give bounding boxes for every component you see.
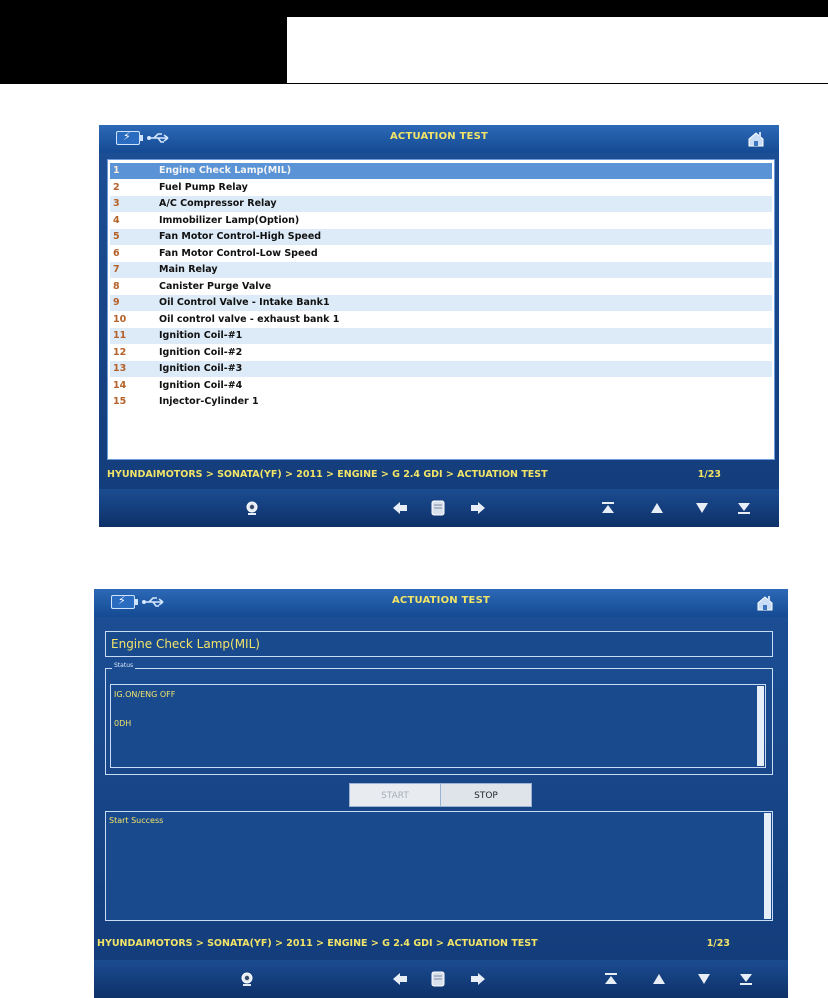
- selected-test-title: Engine Check Lamp(MIL): [105, 631, 773, 657]
- list-item[interactable]: 1 Engine Check Lamp(MIL): [110, 163, 772, 179]
- title-bar: [99, 125, 779, 153]
- test-list: [107, 159, 775, 460]
- first-page-icon[interactable]: [602, 971, 620, 987]
- battery-icon: ⚡: [116, 131, 140, 145]
- start-button[interactable]: START: [349, 783, 441, 807]
- status-line-1: IG.ON/ENG OFF: [114, 690, 176, 699]
- back-arrow-icon[interactable]: [391, 971, 409, 987]
- page-indicator: 1/23: [697, 469, 721, 480]
- page-header-rule: [287, 83, 828, 84]
- storage-icon[interactable]: [429, 971, 447, 987]
- battery-icon: ⚡: [111, 595, 135, 609]
- capture-icon[interactable]: [238, 971, 256, 987]
- status-line: [99, 464, 779, 486]
- forward-arrow-icon[interactable]: [469, 500, 487, 516]
- list-item[interactable]: 11 Ignition Coil-#1: [110, 328, 772, 344]
- list-item[interactable]: 14 Ignition Coil-#4: [113, 379, 243, 391]
- status-text-area: [110, 684, 766, 768]
- result-log: [105, 811, 773, 921]
- list-item[interactable]: 7 Main Relay: [110, 262, 772, 278]
- capture-icon[interactable]: [243, 500, 261, 516]
- first-page-icon[interactable]: [599, 500, 617, 516]
- list-item[interactable]: 3 A/C Compressor Relay: [110, 196, 772, 212]
- page-header-block: [0, 0, 287, 84]
- breadcrumb: HYUNDAIMOTORS > SONATA(YF) > 2011 > ENGINE > G 2.4 GDI > ACTUATION TEST: [97, 938, 538, 949]
- list-item[interactable]: 13 Ignition Coil-#3: [110, 361, 772, 377]
- list-item[interactable]: 8 Canister Purge Valve: [113, 280, 272, 292]
- page-indicator: 1/23: [706, 938, 730, 949]
- storage-icon[interactable]: [429, 500, 447, 516]
- list-item[interactable]: 2 Fuel Pump Relay: [113, 181, 248, 193]
- log-scrollbar[interactable]: [764, 813, 771, 919]
- bottom-toolbar: [99, 489, 779, 527]
- page-up-icon[interactable]: [648, 500, 666, 516]
- page-up-icon[interactable]: [650, 971, 668, 987]
- stop-button[interactable]: STOP: [440, 783, 532, 807]
- list-item[interactable]: 4 Immobilizer Lamp(Option): [113, 214, 300, 226]
- home-icon[interactable]: [756, 595, 774, 611]
- last-page-icon[interactable]: [735, 500, 753, 516]
- back-arrow-icon[interactable]: [391, 500, 409, 516]
- status-scrollbar[interactable]: [757, 686, 764, 766]
- last-page-icon[interactable]: [737, 971, 755, 987]
- log-text: Start Success: [109, 816, 164, 825]
- status-line: [94, 933, 788, 955]
- status-label: Status: [114, 662, 134, 669]
- actuation-list-screen: [99, 125, 779, 527]
- status-line-2: 0DH: [114, 719, 132, 728]
- status-group: [105, 662, 773, 775]
- list-item[interactable]: 6 Fan Motor Control-Low Speed: [113, 247, 318, 259]
- forward-arrow-icon[interactable]: [469, 971, 487, 987]
- page-down-icon[interactable]: [693, 500, 711, 516]
- list-item[interactable]: 10 Oil control valve - exhaust bank 1: [113, 313, 340, 325]
- actuation-detail-screen: [94, 589, 788, 998]
- home-icon[interactable]: [747, 131, 765, 147]
- breadcrumb: HYUNDAIMOTORS > SONATA(YF) > 2011 > ENGINE > G 2.4 GDI > ACTUATION TEST: [107, 469, 548, 480]
- list-item[interactable]: 5 Fan Motor Control-High Speed: [110, 229, 772, 245]
- bottom-toolbar: [94, 960, 788, 998]
- list-item[interactable]: 9 Oil Control Valve - Intake Bank1: [110, 295, 772, 311]
- list-item[interactable]: 15 Injector-Cylinder 1: [113, 396, 259, 407]
- list-item[interactable]: 12 Ignition Coil-#2: [113, 346, 243, 358]
- page-down-icon[interactable]: [695, 971, 713, 987]
- title-bar: [94, 589, 788, 617]
- screen-title: ACTUATION TEST: [389, 131, 489, 142]
- screen-title: ACTUATION TEST: [391, 595, 491, 606]
